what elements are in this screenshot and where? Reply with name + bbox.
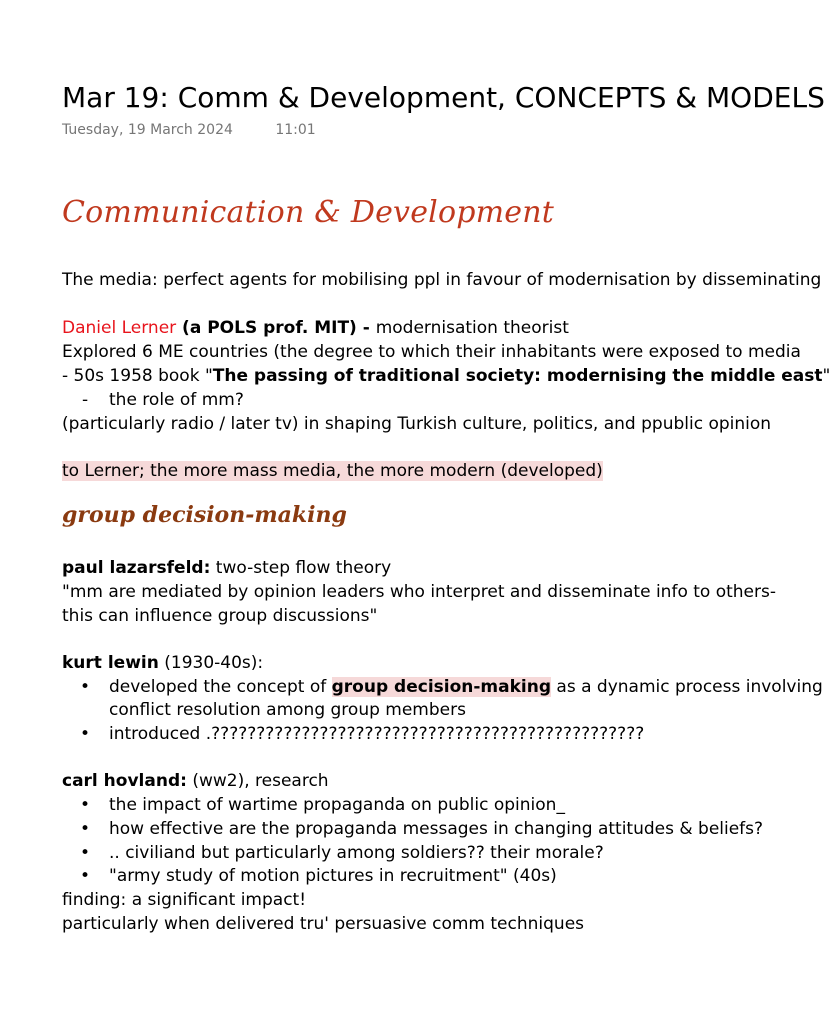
dash-marker: - [82, 390, 89, 410]
bullet-dot: • [80, 866, 91, 886]
lerner-radio: (particularly radio / later tv) in shaping Turkish culture, politics, and ppublic opinion [62, 414, 772, 434]
mm-role-text: the role of mm? [109, 390, 244, 410]
hovland-line [62, 769, 329, 793]
lerner-role: modernisation theorist [375, 318, 569, 338]
lewin-years: (1930-40s): [158, 653, 264, 673]
lerner-book [62, 364, 830, 388]
lewin-bullet-1-text [109, 675, 823, 699]
lerner-conclusion [62, 459, 603, 483]
hovland-finding: finding: a significant impact! [62, 890, 307, 910]
hovland-bullet-text: how effective are the propaganda messages in changing attitudes & beliefs? [109, 819, 764, 839]
heading-communication-development: Communication & Development [62, 195, 554, 230]
group-decision-making-highlight: group decision-making [331, 677, 552, 697]
hovland-particularly: particularly when delivered tru' persuasive comm techniques [62, 914, 585, 934]
intro-paragraph: The media: perfect agents for mobilising ppl in favour of modernisation by disseminating [62, 270, 822, 290]
lazarsfeld-quote-2: this can influence group discussions" [62, 606, 378, 626]
book-title: The passing of traditional society: modernising the middle east [212, 366, 823, 386]
note-meta [62, 122, 316, 138]
lewin-b1-post: as a dynamic process involving [551, 677, 823, 697]
lewin-name: kurt lewin [62, 653, 159, 673]
lazarsfeld-quote-1: "mm are mediated by opinion leaders who interpret and disseminate info to others- [62, 582, 776, 602]
note-time: 11:01 [275, 122, 316, 138]
lazarsfeld-line [62, 556, 391, 580]
lerner-affiliation: (a POLS prof. MIT) - [176, 318, 376, 338]
note-date: Tuesday, 19 March 2024 [62, 122, 233, 138]
bullet-dot: • [80, 843, 91, 863]
hovland-bullet-text: "army study of motion pictures in recruitment" (40s) [109, 866, 557, 886]
lewin-b1-cont-text: conflict resolution among group members [109, 700, 466, 720]
bullet-dot: • [80, 724, 91, 744]
lewin-b1-pre: developed the concept of [109, 677, 332, 697]
book-prefix: - 50s 1958 book " [62, 366, 213, 386]
highlighted-conclusion: to Lerner; the more mass media, the more modern (developed) [62, 461, 603, 481]
lewin-bullet-2-text: introduced .???????????????????????????????????????????????? [109, 724, 645, 744]
hovland-bullet-text: the impact of wartime propaganda on public opinion_ [109, 795, 565, 815]
page-title[interactable]: Mar 19: Comm & Development, CONCEPTS & MODELS [62, 81, 825, 114]
lazarsfeld-theory: two-step flow theory [210, 558, 392, 578]
hovland-bullet-text: .. civiliand but particularly among soldiers?? their morale? [109, 843, 604, 863]
heading-group-decision-making: group decision-making [62, 502, 347, 528]
bullet-dot: • [80, 677, 91, 697]
lerner-explored: Explored 6 ME countries (the degree to which their inhabitants were exposed to media [62, 342, 801, 362]
book-suffix: " [822, 366, 830, 386]
lerner-line [62, 316, 569, 340]
hovland-name: carl hovland: [62, 771, 187, 791]
hovland-rest: (ww2), research [186, 771, 329, 791]
bullet-dot: • [80, 795, 91, 815]
bullet-dot: • [80, 819, 91, 839]
lazarsfeld-name: paul lazarsfeld: [62, 558, 211, 578]
lerner-name: Daniel Lerner [62, 318, 177, 338]
lewin-line [62, 651, 263, 675]
